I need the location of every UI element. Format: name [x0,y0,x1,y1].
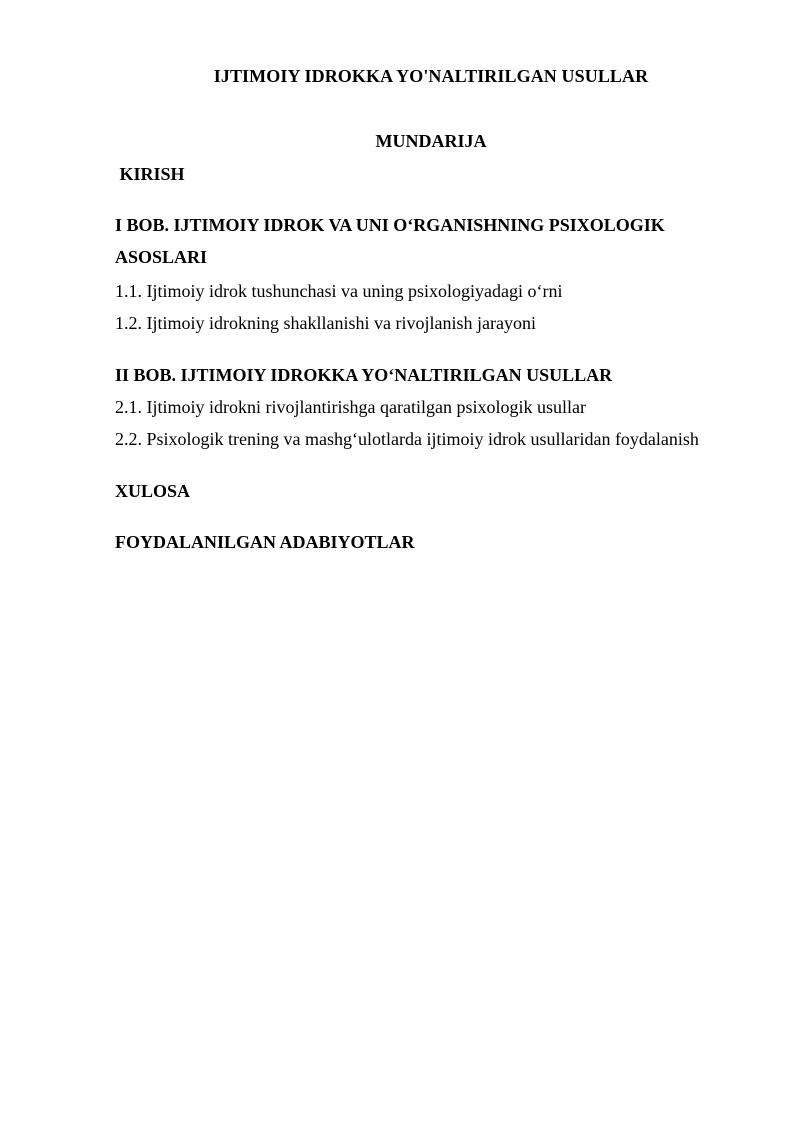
toc-section-1-1: 1.1. Ijtimoiy idrok tushunchasi va uning psixologiyadagi o‘rni [115,281,563,301]
toc-chapter-2-title: II BOB. IJTIMOIY IDROKKA YO‘NALTIRILGAN USULLAR [115,365,613,385]
toc-entry-references: FOYDALANILGAN ADABIYOTLAR [115,532,415,552]
toc-chapter-1-title-line1: I BOB. IJTIMOIY IDROK VA UNI O‘RGANISHNING PSIXOLOGIK [115,215,665,235]
toc-section-2-1: 2.1. Ijtimoiy idrokni rivojlantirishga qaratilgan psixologik usullar [115,397,586,417]
document-title: IJTIMOIY IDROKKA YO'NALTIRILGAN USULLAR [213,66,649,86]
toc-section-1-2: 1.2. Ijtimoiy idrokning shakllanishi va rivojlanish jarayoni [115,313,536,333]
toc-chapter-1-title-line2: ASOSLARI [115,247,208,267]
toc-entry-intro: KIRISH [115,164,185,184]
toc-section-2-2: 2.2. Psixologik trening va mashg‘ulotlarda ijtimoiy idrok usullaridan foydalanish [115,429,699,449]
toc-entry-conclusion: XULOSA [115,481,191,501]
toc-heading: MUNDARIJA [375,131,487,151]
